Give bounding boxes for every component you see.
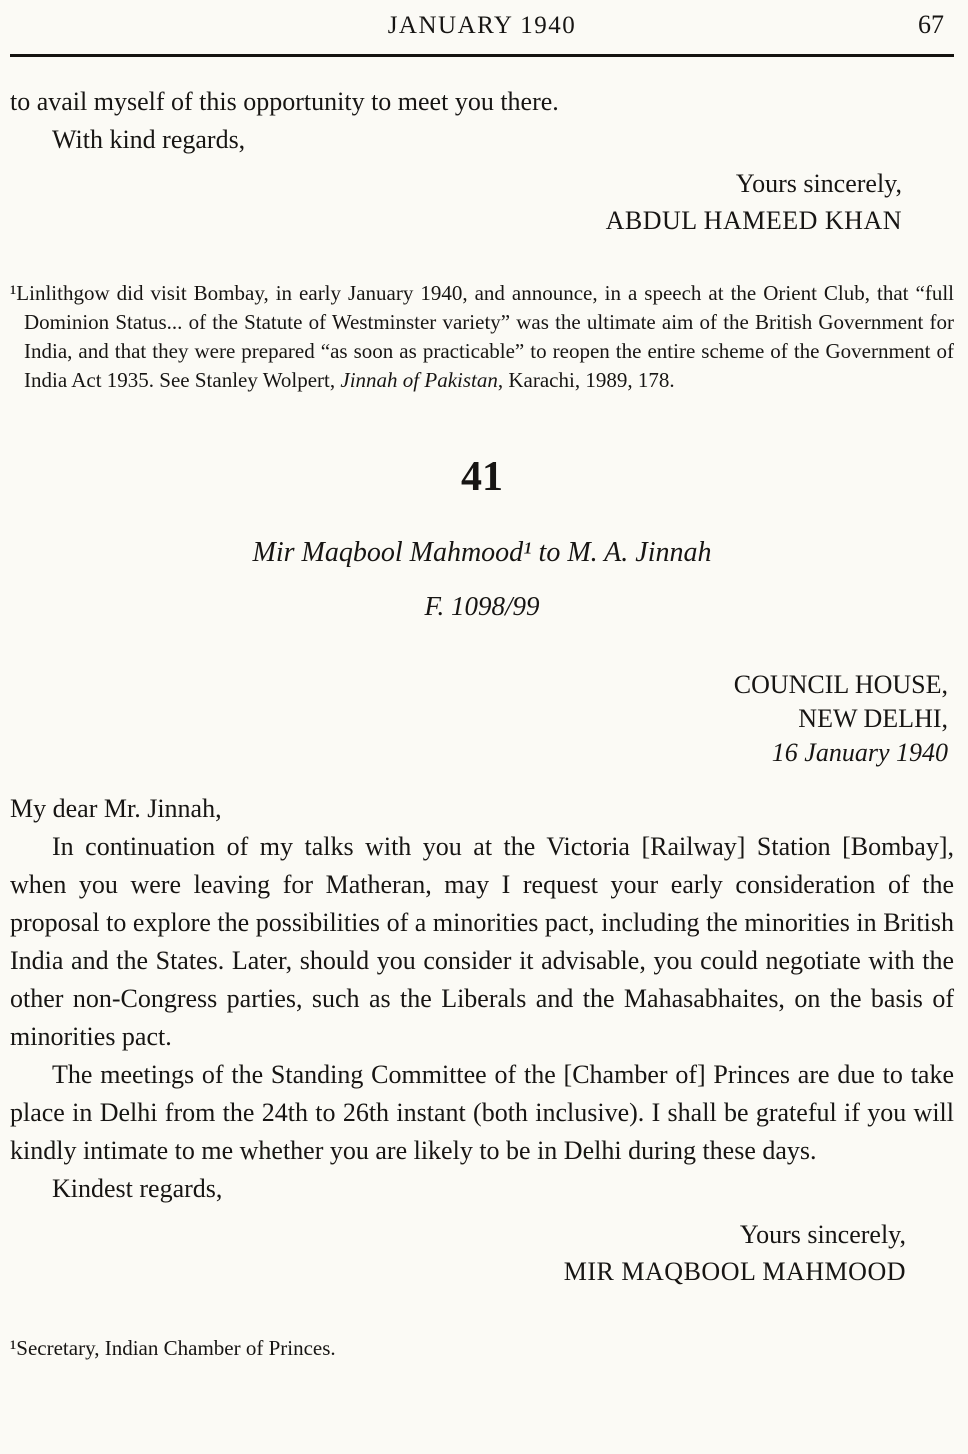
letter1-closing: Yours sincerely, bbox=[735, 169, 902, 198]
letter1-continuation-line: to avail myself of this opportunity to meet you there. bbox=[10, 87, 559, 116]
footnote-text-part1: ¹Linlithgow did visit Bombay, in early January 1940, and announce, in a speech at the Orient Club, that “full Dominion Status... of the Statute of Westminster variety” was the ultimate aim of the British Government for India, and that they were prepared “as soon as practicable” to reopen the entire scheme of the Government of India Act 1935. See Stanley Wolpert, bbox=[10, 281, 954, 392]
section-reference: F. 1098/99 bbox=[424, 591, 540, 621]
section-41 bbox=[10, 453, 954, 622]
letter2-paragraph1: In continuation of my talks with you at the Victoria [Railway] Station [Bombay], when you were leaving for Matheran, may I request your early consideration of the proposal to explore the possibilities of a minorities pact, including the minorities in British India and the States. Later, should you consider it advisable, you could negotiate with the other non-Congress parties, such as the Liberals and the Mahasabhaites, on the basis of minorities pact. bbox=[10, 832, 954, 1051]
section-number: 41 bbox=[461, 454, 503, 500]
letter-mir-maqbool-mahmood bbox=[10, 668, 954, 1290]
footnote-text-part2: , Karachi, 1989, 178. bbox=[497, 368, 675, 392]
letter1-footnote bbox=[10, 279, 954, 395]
bottom-footnote: ¹Secretary, Indian Chamber of Princes. bbox=[10, 1336, 336, 1360]
letter2-address-line1: COUNCIL HOUSE, bbox=[733, 670, 948, 699]
letter2-regards: Kindest regards, bbox=[52, 1174, 223, 1203]
letter-abdul-hameed-khan bbox=[10, 83, 954, 395]
letter1-signoff bbox=[10, 165, 954, 239]
letter1-signature: ABDUL HAMEED KHAN bbox=[605, 206, 902, 235]
letter2-address-line2: NEW DELHI, bbox=[798, 704, 948, 733]
section-title: Mir Maqbool Mahmood¹ to M. A. Jinnah bbox=[252, 537, 712, 568]
letter2-date: 16 January 1940 bbox=[771, 738, 948, 767]
page-header bbox=[10, 10, 954, 46]
letter1-regards: With kind regards, bbox=[52, 125, 246, 154]
letter2-signature: MIR MAQBOOL MAHMOOD bbox=[563, 1257, 906, 1286]
letter2-salutation: My dear Mr. Jinnah, bbox=[10, 794, 222, 823]
letter2-heading bbox=[10, 668, 954, 770]
page-number: 67 bbox=[918, 10, 944, 39]
header-rule bbox=[10, 54, 954, 57]
letter2-closing: Yours sincerely, bbox=[739, 1220, 906, 1249]
letter1-body bbox=[10, 83, 954, 159]
footnote-book-title: Jinnah of Pakistan bbox=[340, 368, 498, 392]
letter2-signoff bbox=[10, 1216, 954, 1290]
letter2-paragraph2: The meetings of the Standing Committee of the [Chamber of] Princes are due to take place in Delhi from the 24th to 26th instant (both inclusive). I shall be grateful if you will kindly intimate to me whether you are likely to be in Delhi during these days. bbox=[10, 1060, 954, 1165]
running-head: JANUARY 1940 bbox=[387, 12, 577, 39]
